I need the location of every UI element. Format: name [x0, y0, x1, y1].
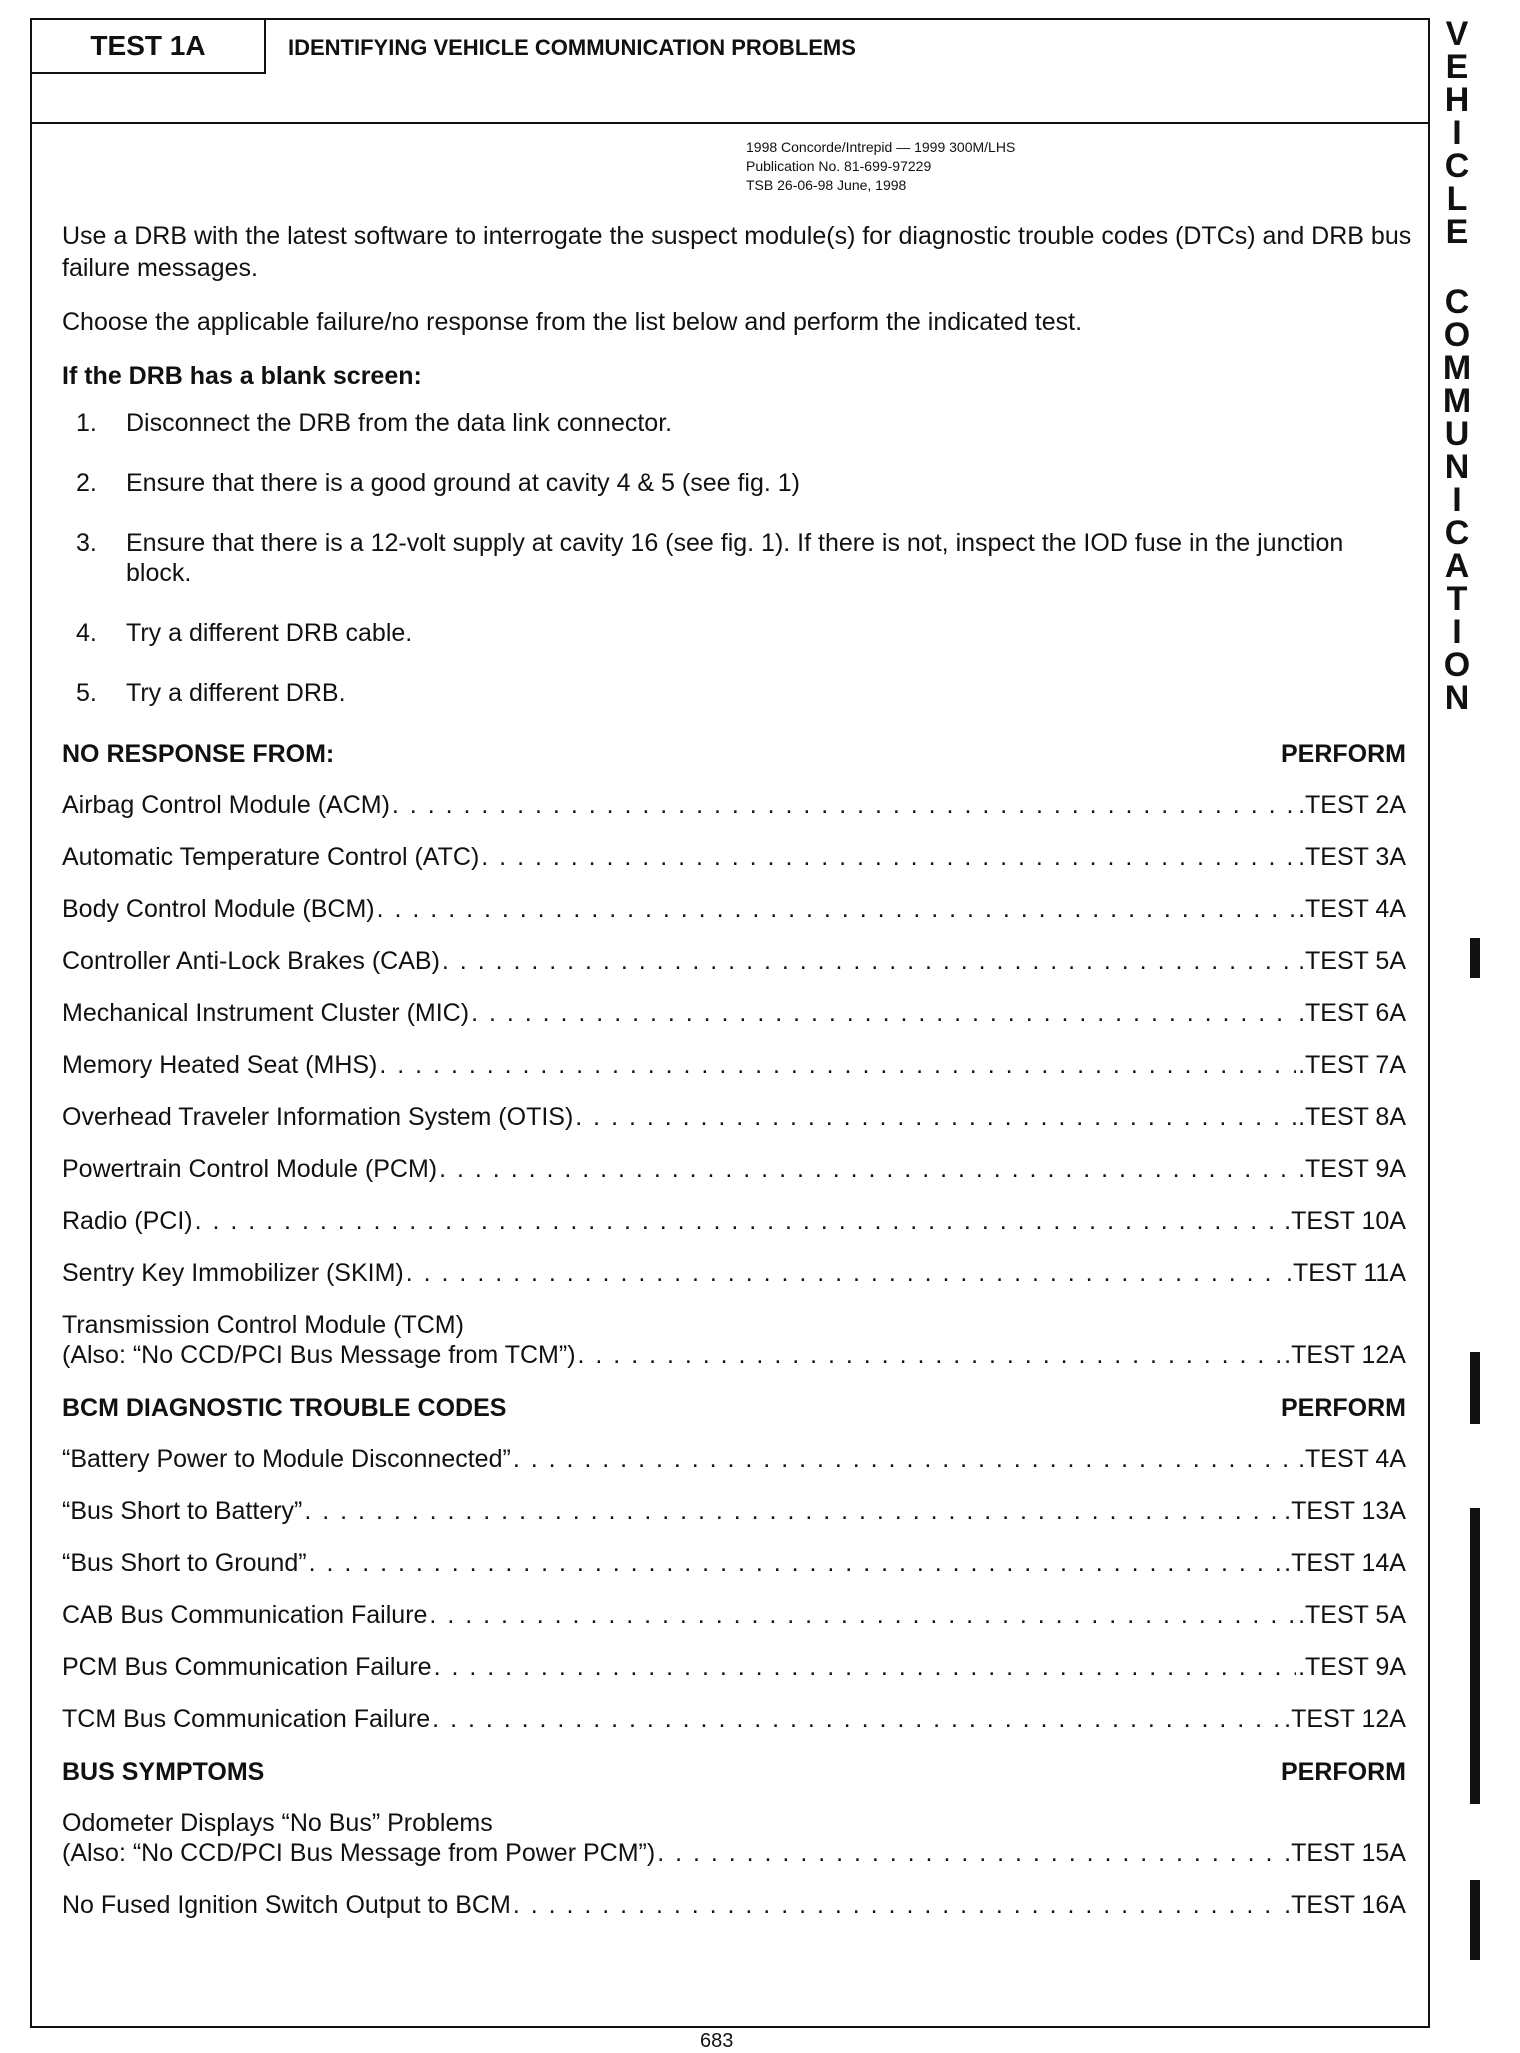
side-letter: U: [1444, 415, 1470, 453]
row-label: Body Control Module (BCM): [62, 895, 375, 923]
row-test: .TEST 15A: [1284, 1839, 1406, 1867]
row-test: .TEST 2A: [1298, 791, 1406, 819]
side-letter: E: [1445, 48, 1469, 86]
table-row: [62, 1808, 1412, 1868]
dot-leader: [392, 790, 1296, 820]
publication-line-2: Publication No. 81-699-97229: [746, 158, 932, 174]
perform-heading: PERFORM: [1281, 1394, 1406, 1422]
publication-info: [746, 138, 1015, 195]
table-row: [62, 842, 1412, 872]
table-row: [62, 1050, 1412, 1080]
dot-leader: [304, 1496, 1282, 1526]
bcm-codes-heading-row: [62, 1392, 1412, 1424]
table-row: [62, 894, 1412, 924]
row-label: Controller Anti-Lock Brakes (CAB): [62, 947, 440, 975]
dot-leader: [657, 1838, 1282, 1868]
header-box: [32, 20, 1428, 124]
side-letter: L: [1446, 180, 1468, 218]
side-letter: E: [1445, 213, 1469, 251]
change-bar: [1470, 1352, 1480, 1424]
side-letter: H: [1444, 81, 1470, 119]
row-test: .TEST 10A: [1284, 1207, 1406, 1235]
bcm-codes-heading: BCM DIAGNOSTIC TROUBLE CODES: [62, 1394, 507, 1422]
table-row: [62, 1444, 1412, 1474]
publication-line-3: TSB 26-06-98 June, 1998: [746, 177, 907, 193]
row-label: PCM Bus Communication Failure: [62, 1653, 432, 1681]
page-title: IDENTIFYING VEHICLE COMMUNICATION PROBLEMS: [288, 35, 856, 60]
dot-leader: [513, 1890, 1282, 1920]
side-letter: O: [1443, 646, 1471, 684]
dot-leader: [439, 1154, 1296, 1184]
row-test: .TEST 4A: [1298, 895, 1406, 923]
row-label: Odometer Displays “No Bus” Problems (Also: “No CCD/PCI Bus Message from Power PCM”): [62, 1809, 656, 1867]
publication-line-1: 1998 Concorde/Intrepid — 1999 300M/LHS: [746, 139, 1016, 155]
row-label: Sentry Key Immobilizer (SKIM): [62, 1259, 404, 1287]
row-label: CAB Bus Communication Failure: [62, 1601, 428, 1629]
step-item: [62, 618, 1412, 648]
row-label: No Fused Ignition Switch Output to BCM: [62, 1891, 511, 1919]
row-test: .TEST 16A: [1284, 1891, 1406, 1919]
table-row: [62, 1704, 1412, 1734]
table-row: [62, 790, 1412, 820]
row-test: .TEST 6A: [1298, 999, 1406, 1027]
row-test: .TEST 12A: [1284, 1341, 1406, 1369]
dot-leader: [379, 1050, 1296, 1080]
row-test: .TEST 4A: [1298, 1445, 1406, 1473]
step-text: Ensure that there is a good ground at cavity 4 & 5 (see fig. 1): [126, 469, 800, 497]
row-label: Radio (PCI): [62, 1207, 193, 1235]
side-letter: M: [1442, 382, 1472, 420]
dot-leader: [309, 1548, 1283, 1578]
step-number: 1.: [76, 409, 97, 437]
no-response-heading-row: [62, 738, 1412, 770]
table-row: [62, 1548, 1412, 1578]
side-letter: N: [1444, 448, 1470, 486]
blank-screen-heading: If the DRB has a blank screen:: [62, 362, 422, 390]
row-test: .TEST 8A: [1298, 1103, 1406, 1131]
side-letter: N: [1444, 679, 1470, 717]
steps-list: [62, 408, 1412, 708]
row-label: Mechanical Instrument Cluster (MIC): [62, 999, 470, 1027]
table-row: [62, 1154, 1412, 1184]
row-label: “Battery Power to Module Disconnected”: [62, 1445, 511, 1473]
row-test: .TEST 13A: [1284, 1497, 1406, 1525]
table-row: [62, 1652, 1412, 1682]
row-label: Transmission Control Module (TCM) (Also: “No CCD/PCI Bus Message from TCM”): [62, 1311, 576, 1369]
bus-symptoms-list: [62, 1808, 1412, 1920]
page-number: 683: [700, 2030, 734, 2052]
step-text: Disconnect the DRB from the data link connector.: [126, 409, 673, 437]
row-label: Automatic Temperature Control (ATC): [62, 843, 480, 871]
step-number: 4.: [76, 619, 97, 647]
side-letter: I: [1452, 114, 1462, 152]
step-number: 5.: [76, 679, 97, 707]
table-row: [62, 998, 1412, 1028]
change-bar: [1470, 938, 1480, 978]
side-letter: C: [1444, 514, 1470, 552]
row-test: .TEST 5A: [1298, 1601, 1406, 1629]
bcm-codes-list: [62, 1444, 1412, 1734]
test-id-tab: TEST 1A: [32, 20, 266, 74]
side-letter: I: [1452, 613, 1462, 651]
row-label: TCM Bus Communication Failure: [62, 1705, 431, 1733]
row-test: .TEST 7A: [1298, 1051, 1406, 1079]
table-row: [62, 1600, 1412, 1630]
side-letter: T: [1446, 580, 1468, 618]
no-response-heading: NO RESPONSE FROM:: [62, 740, 335, 768]
row-label: Airbag Control Module (ACM): [62, 791, 390, 819]
instruction-paragraph: Choose the applicable failure/no response from the list below and perform the indicated test.: [62, 308, 1083, 336]
dot-leader: [442, 946, 1296, 976]
row-label: “Bus Short to Battery”: [62, 1497, 303, 1525]
step-item: [62, 408, 1412, 438]
step-text: Try a different DRB cable.: [126, 619, 413, 647]
dot-leader: [432, 1704, 1282, 1734]
row-test: .TEST 14A: [1284, 1549, 1406, 1577]
row-label: Overhead Traveler Information System (OTIS): [62, 1103, 574, 1131]
row-test: .TEST 12A: [1284, 1705, 1406, 1733]
table-row: [62, 946, 1412, 976]
step-item: [62, 528, 1412, 588]
table-row: [62, 1206, 1412, 1236]
table-row: [62, 1310, 1412, 1370]
step-item: [62, 678, 1412, 708]
dot-leader: [434, 1652, 1297, 1682]
step-number: 3.: [76, 529, 97, 557]
perform-heading: PERFORM: [1281, 740, 1406, 768]
side-letter: C: [1444, 283, 1470, 321]
dot-leader: [195, 1206, 1283, 1236]
change-bar: [1470, 1508, 1480, 1804]
dot-leader: [406, 1258, 1284, 1288]
table-row: [62, 1102, 1412, 1132]
table-row: [62, 1258, 1412, 1288]
side-letter: A: [1444, 547, 1470, 585]
dot-leader: [513, 1444, 1296, 1474]
side-letter: O: [1443, 316, 1471, 354]
step-item: [62, 468, 1412, 498]
intro-paragraph: Use a DRB with the latest software to interrogate the suspect module(s) for diagnostic trouble codes (DTCs) and DRB bus failure messages.: [62, 222, 1412, 282]
row-test: .TEST 3A: [1298, 843, 1406, 871]
side-gap: [1437, 249, 1477, 286]
step-text: Try a different DRB.: [126, 679, 346, 707]
dot-leader: [429, 1600, 1296, 1630]
side-letter: C: [1444, 147, 1470, 185]
row-label: Powertrain Control Module (PCM): [62, 1155, 438, 1183]
dot-leader: [481, 842, 1296, 872]
row-label: “Bus Short to Ground”: [62, 1549, 307, 1577]
dot-leader: [377, 894, 1296, 924]
bus-symptoms-heading-row: [62, 1756, 1412, 1788]
dot-leader: [471, 998, 1296, 1028]
perform-heading: PERFORM: [1281, 1758, 1406, 1786]
side-letter: I: [1452, 481, 1462, 519]
step-text: Ensure that there is a 12-volt supply at cavity 16 (see fig. 1). If there is not, inspect the IOD fuse in the junction block.: [126, 529, 1344, 587]
side-letter: M: [1442, 349, 1472, 387]
dot-leader: [575, 1102, 1296, 1132]
side-tab-vehicle-communication: [1437, 15, 1477, 717]
row-test: .TEST 5A: [1298, 947, 1406, 975]
row-test: .TEST 9A: [1298, 1155, 1406, 1183]
bus-symptoms-heading: BUS SYMPTOMS: [62, 1758, 265, 1786]
page-frame: [30, 18, 1430, 2028]
table-row: [62, 1890, 1412, 1920]
dot-leader: [578, 1340, 1283, 1370]
change-bar: [1470, 1880, 1480, 1960]
side-letter: V: [1445, 15, 1469, 53]
table-row: [62, 1496, 1412, 1526]
content: [62, 220, 1412, 1942]
row-label: Memory Heated Seat (MHS): [62, 1051, 378, 1079]
row-test: .TEST 9A: [1298, 1653, 1406, 1681]
no-response-list: [62, 790, 1412, 1370]
step-number: 2.: [76, 469, 97, 497]
row-test: .TEST 11A: [1286, 1259, 1406, 1287]
